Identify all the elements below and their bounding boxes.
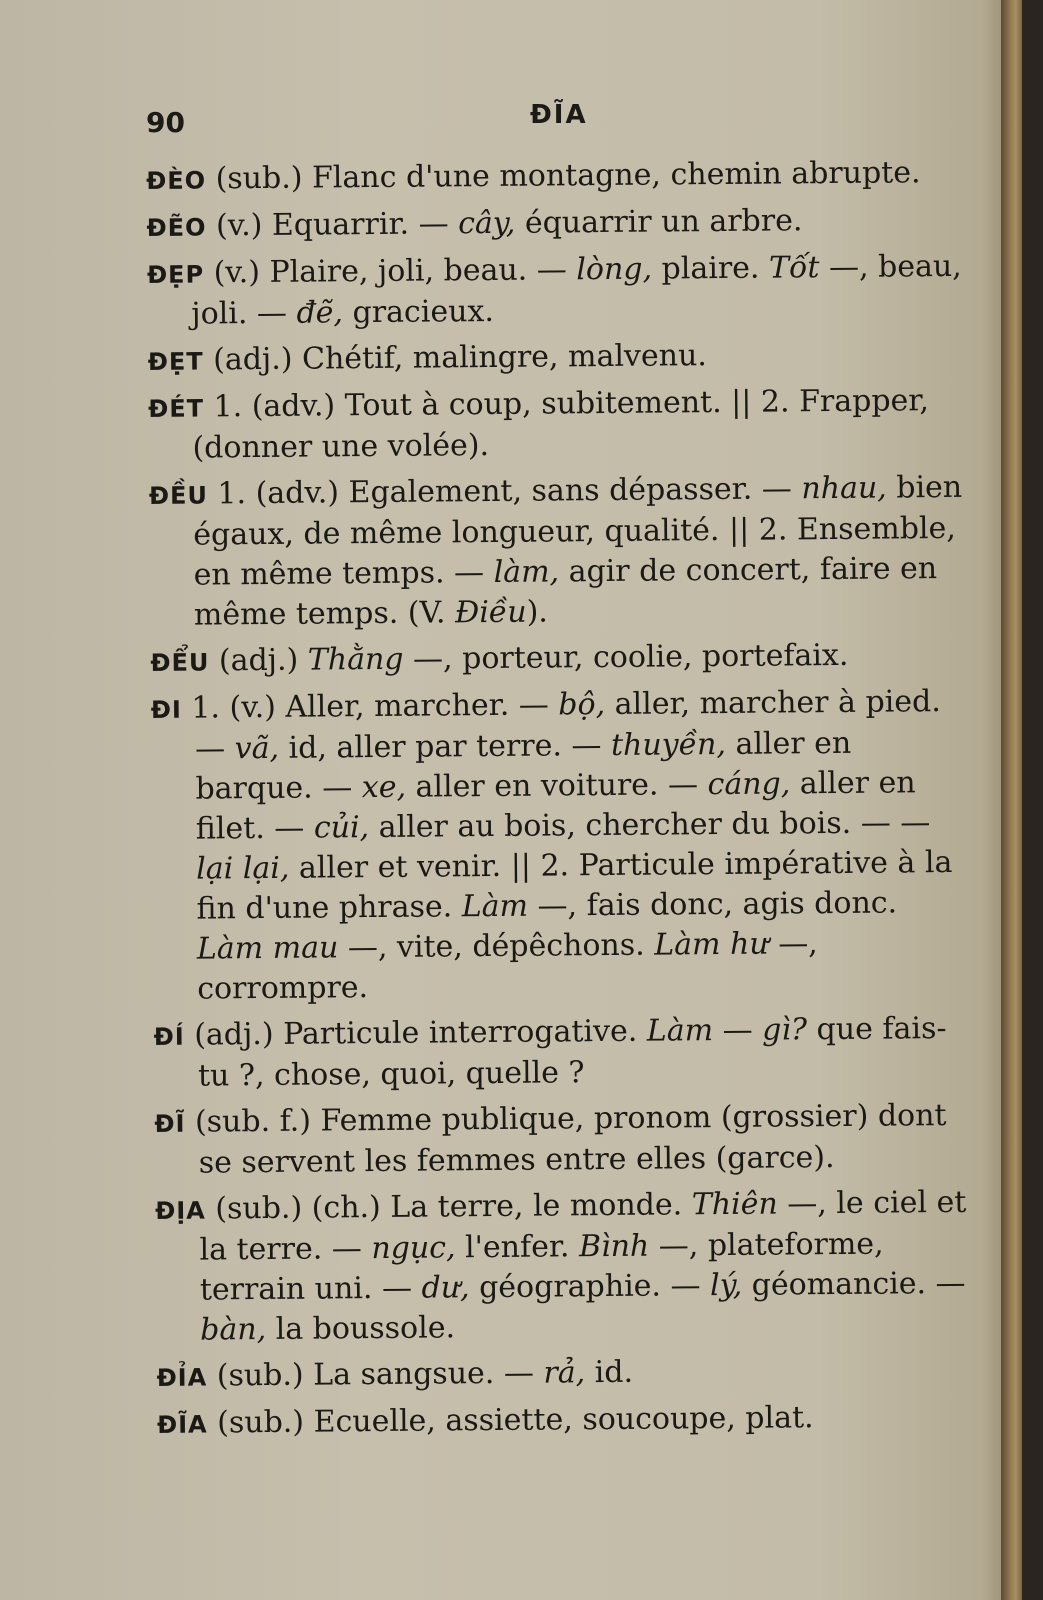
entry-grammar: 1. (v.) — [191, 689, 277, 726]
entry-headword: ĐỈA — [156, 1363, 208, 1392]
entry-headword: ĐÍ — [153, 1022, 185, 1051]
dictionary-entry — [154, 1096, 975, 1184]
entry-headword: ĐỂU — [150, 648, 210, 677]
entry-grammar: 1. (adv.) — [213, 388, 336, 425]
entry-definition: La terre, le monde. Thiên —, le ciel et la terre. — ngục, l'enfer. Bình —, plateforme, terrain uni. — dư, géographie. — lý, géomancie. — bàn, la boussole. — [199, 1184, 967, 1348]
entry-grammar: (adj.) — [194, 1016, 274, 1053]
dictionary-entry — [150, 635, 970, 683]
entry-headword: ĐĨA — [156, 1410, 208, 1439]
entry-definition: Femme publique, pronom (grossier) dont se servent les femmes entre elles (garce). — [198, 1098, 947, 1181]
dictionary-entry — [156, 1350, 976, 1398]
entry-grammar: (v.) — [215, 207, 263, 244]
page-number: 90 — [146, 106, 185, 139]
entry-headword: ĐĨ — [154, 1109, 186, 1138]
entry-headword: ĐÉT — [148, 394, 205, 423]
entry-definition: La sangsue. — rả, id. — [313, 1354, 634, 1393]
entry-headword: ĐẸT — [147, 347, 204, 376]
entry-grammar: (sub.) — [216, 1357, 304, 1394]
entry-definition: Tout à coup, subitement. || 2. Frapper, (donner une volée). — [192, 383, 930, 466]
entry-definition: Thằng —, porteur, coolie, portefaix. — [307, 637, 849, 678]
entry-definition: Flanc d'une montagne, chemin abrupte. — [311, 155, 921, 196]
dictionary-entry — [155, 1183, 976, 1351]
entry-grammar: (adj.) — [213, 341, 293, 378]
dictionary-entry — [148, 334, 968, 382]
dictionary-entry — [151, 682, 974, 1010]
entry-grammar: (sub.) (ch.) — [215, 1189, 381, 1227]
entry-headword: ĐÈO — [146, 166, 207, 195]
running-head: ĐĨA — [530, 100, 588, 130]
book-edge — [1001, 0, 1022, 1600]
entry-grammar: (adj.) — [218, 642, 299, 679]
entry-definition: Particule interrogative. Làm — gì? que fais-tu ?, chose, quoi, quelle ? — [197, 1011, 947, 1094]
dictionary-entries — [146, 153, 977, 1451]
entry-grammar: 1. (adv.) — [217, 475, 340, 512]
dictionary-entry — [149, 468, 970, 636]
dictionary-entry — [146, 153, 966, 201]
entry-definition: Chétif, malingre, malvenu. — [301, 338, 708, 377]
entry-definition: Plaire, joli, beau. — lòng, plaire. Tốt —, beau, joli. — đẽ, gracieux. — [191, 248, 962, 332]
page-header — [0, 100, 1000, 140]
entry-headword: ĐỊA — [155, 1196, 206, 1225]
entry-headword: ĐẼO — [146, 213, 207, 242]
entry-grammar: (v.) — [213, 255, 261, 291]
entry-definition: Egalement, sans dépasser. — nhau, bien égaux, de même longueur, qualité. || 2. Ensemble, en même temps. — làm, agir de concert, faire en même temps. (V. Điều). — [193, 469, 963, 633]
entry-headword: ĐI — [150, 695, 182, 724]
entry-definition: Aller, marcher. — bộ, aller, marcher à pied. — vã, id, aller par terre. — thuyền, aller en barque. — xe, aller en voiture. — cáng, aller en filet. — củi, aller au bois, chercher du bois. — — lại lại, aller et venir. || 2. Particule impérative à la fin d'une phrase. Làm —, fais donc, agis donc. Làm mau —, vite, dépêchons. Làm hư —, corrompre. — [194, 684, 953, 1007]
dictionary-entry — [146, 200, 966, 248]
entry-grammar: (sub.) — [217, 1404, 305, 1441]
entry-headword: ĐẸP — [146, 260, 205, 289]
entry-grammar: (sub.) — [215, 160, 303, 197]
dictionary-entry — [148, 381, 969, 469]
entry-grammar: (sub. f.) — [194, 1103, 312, 1140]
dictionary-entry — [147, 247, 968, 335]
entry-definition: Equarrir. — cây, équarrir un arbre. — [271, 203, 803, 243]
dictionary-entry — [157, 1397, 977, 1445]
entry-headword: ĐỀU — [148, 481, 209, 510]
dictionary-entry — [153, 1009, 974, 1097]
entry-definition: Ecuelle, assiette, soucoupe, plat. — [313, 1400, 814, 1440]
